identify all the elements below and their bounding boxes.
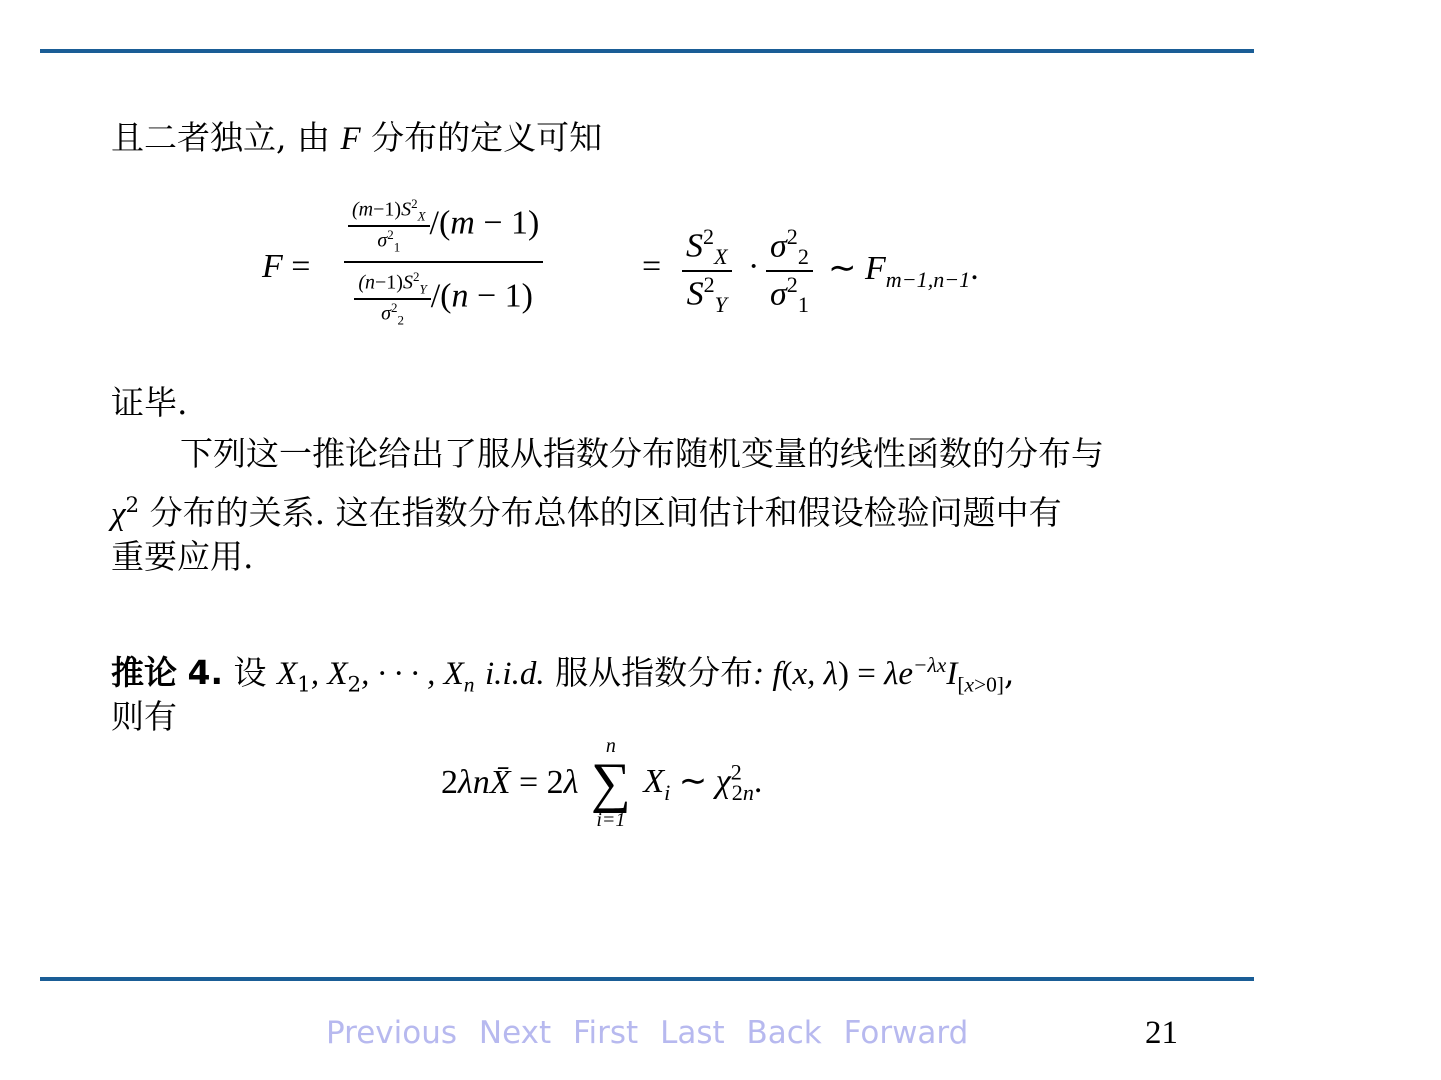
qed: 证毕.: [111, 383, 188, 422]
paragraph-line-1: 下列这一推论给出了服从指数分布随机变量的线性函数的分布与: [180, 434, 1104, 473]
summation: n ∑ i=1: [590, 735, 631, 831]
last-link[interactable]: Last: [660, 1015, 725, 1051]
page-number: 21: [1145, 1015, 1178, 1051]
eq1-ratio-s: $\frac{S^2_X}{S^2_Y}$: [682, 224, 732, 318]
chi-square-equation: 2λnX̄ = 2λ n ∑ i=1 $X_i$ ∼ $\chi^2_{2n}$.: [441, 735, 763, 831]
eq1-numerator: $\frac{(m-1)S^2_X}{\sigma^2_1}$ /(m − 1): [344, 196, 543, 255]
top-rule: [40, 49, 1254, 53]
bottom-rule: [40, 977, 1254, 981]
eq1-denominator: $\frac{(n-1)S^2_Y}{\sigma^2_2}$ /(n − 1): [350, 269, 537, 328]
paragraph-line-3: 重要应用.: [111, 537, 254, 576]
previous-link[interactable]: Previous: [326, 1015, 458, 1051]
slide-navigation: [326, 1015, 980, 1051]
corollary-statement: 推论 4. 设 $X_1$, $X_2$, · · · , $X_n$ i.i.d. 服从指数分布: f(x, $\lambda) = \lambda e^{-\lambda x}I_{[x>0]}$,: [111, 653, 1015, 698]
next-link[interactable]: Next: [478, 1015, 552, 1051]
first-link[interactable]: First: [572, 1015, 639, 1051]
forward-link[interactable]: Forward: [843, 1015, 969, 1051]
eq1-ratio-sigma: $\frac{\sigma^2_2}{\sigma^2_1}$: [766, 224, 813, 318]
eq1-rhs: ∼ $F_{m-1,n-1}$.: [828, 250, 979, 292]
paragraph-line-2: $\chi^2$ 分布的关系. 这在指数分布总体的区间估计和假设检验问题中有: [111, 493, 1062, 532]
eq1-dot: ·: [748, 248, 760, 285]
eq1-big-fraction: [344, 196, 543, 329]
intro-line: 且二者独立, 由 F 分布的定义可知: [111, 118, 603, 157]
back-link[interactable]: Back: [746, 1015, 822, 1051]
corollary-continuation: 则有: [111, 697, 177, 736]
eq1-equals: =: [642, 248, 662, 285]
eq1-lhs: F =: [262, 248, 311, 285]
